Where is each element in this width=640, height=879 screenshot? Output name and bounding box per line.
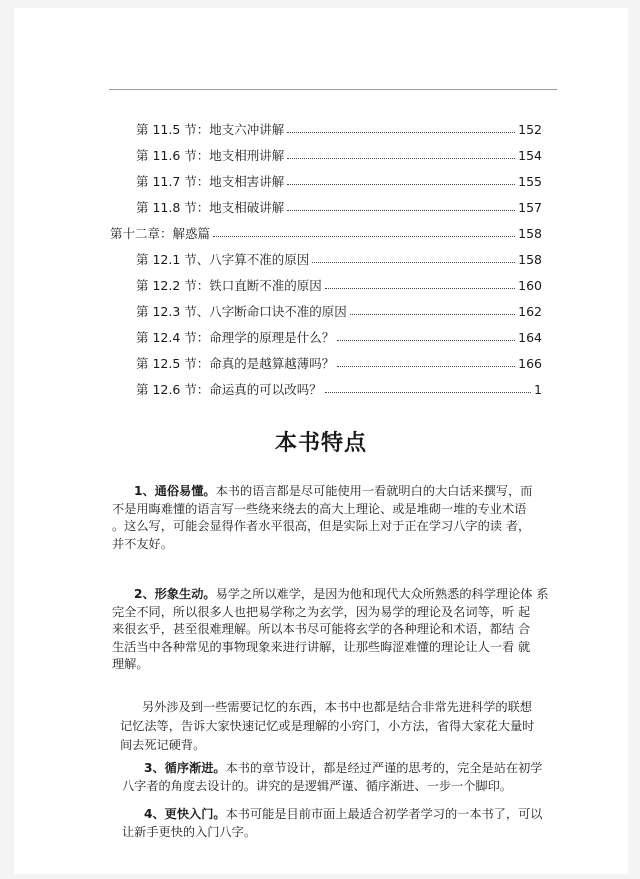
toc-entry[interactable] (136, 122, 542, 138)
toc-leader-dots (325, 277, 515, 289)
toc-leader-dots (312, 251, 515, 263)
feature-line: 本书可能是目前市面上最适合初学者学习的一本书了，可以 (225, 807, 543, 821)
header-rule (109, 89, 557, 90)
toc-entry[interactable] (136, 200, 542, 216)
feature-title: 1、通俗易懂。 (134, 484, 216, 498)
toc-chapter-entry[interactable] (110, 226, 542, 242)
toc-entry-label: 第 12.1 节、八字算不准的原因 (136, 252, 310, 267)
toc-entry-page: 162 (518, 304, 542, 319)
toc-entry-page: 152 (518, 122, 542, 137)
feature-line: 完全不同，所以很多人也把易学称之为玄学，因为易学的理论及名词等，听 起 (112, 604, 531, 619)
toc-leader-dots (325, 381, 531, 393)
toc-leader-dots (287, 173, 515, 185)
toc-leader-dots (350, 303, 515, 315)
feature-line: 记忆法等，告诉大家快速记忆或是理解的小窍门，小方法，省得大家花大量时 (120, 719, 535, 733)
feature-paragraph (112, 483, 532, 553)
document-page (14, 8, 628, 874)
toc-entry[interactable] (136, 278, 542, 294)
toc-leader-dots (337, 329, 515, 341)
toc-entry-label: 第 12.4 节：命理学的原理是什么？ (136, 330, 335, 345)
feature-line: 并不友好。 (112, 536, 173, 551)
feature-line: 本书的章节设计，都是经过严谨的思考的，完全是站在初学 (225, 761, 543, 775)
feature-paragraph (120, 698, 534, 755)
toc-entry-page: 166 (518, 356, 542, 371)
feature-title: 4、更快入门。 (144, 807, 226, 821)
toc-leader-dots (213, 225, 515, 237)
toc-entry[interactable] (136, 330, 542, 346)
feature-line: 八字者的角度去设计的。讲究的是逻辑严谨、循序渐进、一步一个脚印。 (122, 778, 512, 793)
toc-entry-page: 1 (534, 382, 542, 397)
toc-entry-label: 第 12.3 节、八字断命口诀不准的原因 (136, 304, 347, 319)
toc-entry-page: 155 (518, 174, 542, 189)
toc-entry-page: 158 (518, 252, 542, 267)
toc-entry[interactable] (136, 356, 542, 372)
feature-paragraph (122, 806, 542, 841)
toc-entry-page: 160 (518, 278, 542, 293)
toc-leader-dots (287, 147, 515, 159)
feature-paragraph (122, 760, 542, 795)
toc-entry-label: 第十二章：解惑篇 (110, 226, 211, 241)
toc-entry-page: 154 (518, 148, 542, 163)
toc-entry[interactable] (136, 148, 542, 164)
feature-title: 3、循序渐进。 (144, 761, 226, 775)
feature-line: 来很玄乎，甚至很难理解。所以本书尽可能将玄学的各种理论和术语，都结 合 (112, 622, 531, 636)
feature-line: 不是用晦难懂的语言写一些绕来绕去的高大上理论、或是堆砌一堆的专业术语 (112, 501, 527, 516)
toc-entry-label: 第 11.5 节：地支六冲讲解 (136, 122, 285, 137)
feature-title: 2、形象生动。 (134, 587, 216, 601)
toc-entry-label: 第 12.5 节：命真的是越算越薄吗？ (136, 356, 335, 371)
toc-entry-label: 第 11.7 节：地支相害讲解 (136, 174, 285, 189)
toc-entry-label: 第 11.6 节：地支相刑讲解 (136, 148, 285, 163)
feature-line: 生活当中各种常见的事物现象来进行讲解，让那些晦涩难懂的理论让人一看 就 (112, 639, 531, 654)
toc-entry[interactable] (136, 382, 542, 398)
toc-entry-page: 164 (518, 330, 542, 345)
toc-entry[interactable] (136, 174, 542, 190)
toc-entry[interactable] (136, 252, 542, 268)
toc-entry-label: 第 12.2 节：铁口直断不准的原因 (136, 278, 322, 293)
feature-line: 让新手更快的入门八字。 (122, 824, 257, 839)
section-heading: 本书特点 (274, 431, 367, 456)
feature-line: 本书的语言都是尽可能使用一看就明白的大白话来撰写，而 (215, 484, 533, 498)
toc-entry-page: 157 (518, 200, 542, 215)
toc-entry-label: 第 12.6 节：命运真的可以改吗？ (136, 382, 322, 397)
toc-entry[interactable] (136, 304, 542, 320)
toc-entry-page: 158 (518, 226, 542, 241)
toc-leader-dots (287, 199, 515, 211)
feature-line: 。这么写，可能会显得作者水平很高，但是实际上对于正在学习八字的读 者， (112, 519, 531, 533)
feature-line: 理解。 (112, 657, 149, 671)
feature-line: 易学之所以难学，是因为他和现代大众所熟悉的科学理论体 系 (215, 587, 549, 601)
toc-entry-label: 第 11.8 节：地支相破讲解 (136, 200, 285, 215)
toc-leader-dots (287, 121, 515, 133)
toc-leader-dots (337, 355, 515, 367)
feature-line: 间去死记硬背。 (120, 738, 206, 752)
feature-paragraph (112, 586, 549, 674)
feature-line: 另外涉及到一些需要记忆的东西，本书中也都是结合非常先进科学的联想 (142, 700, 532, 714)
